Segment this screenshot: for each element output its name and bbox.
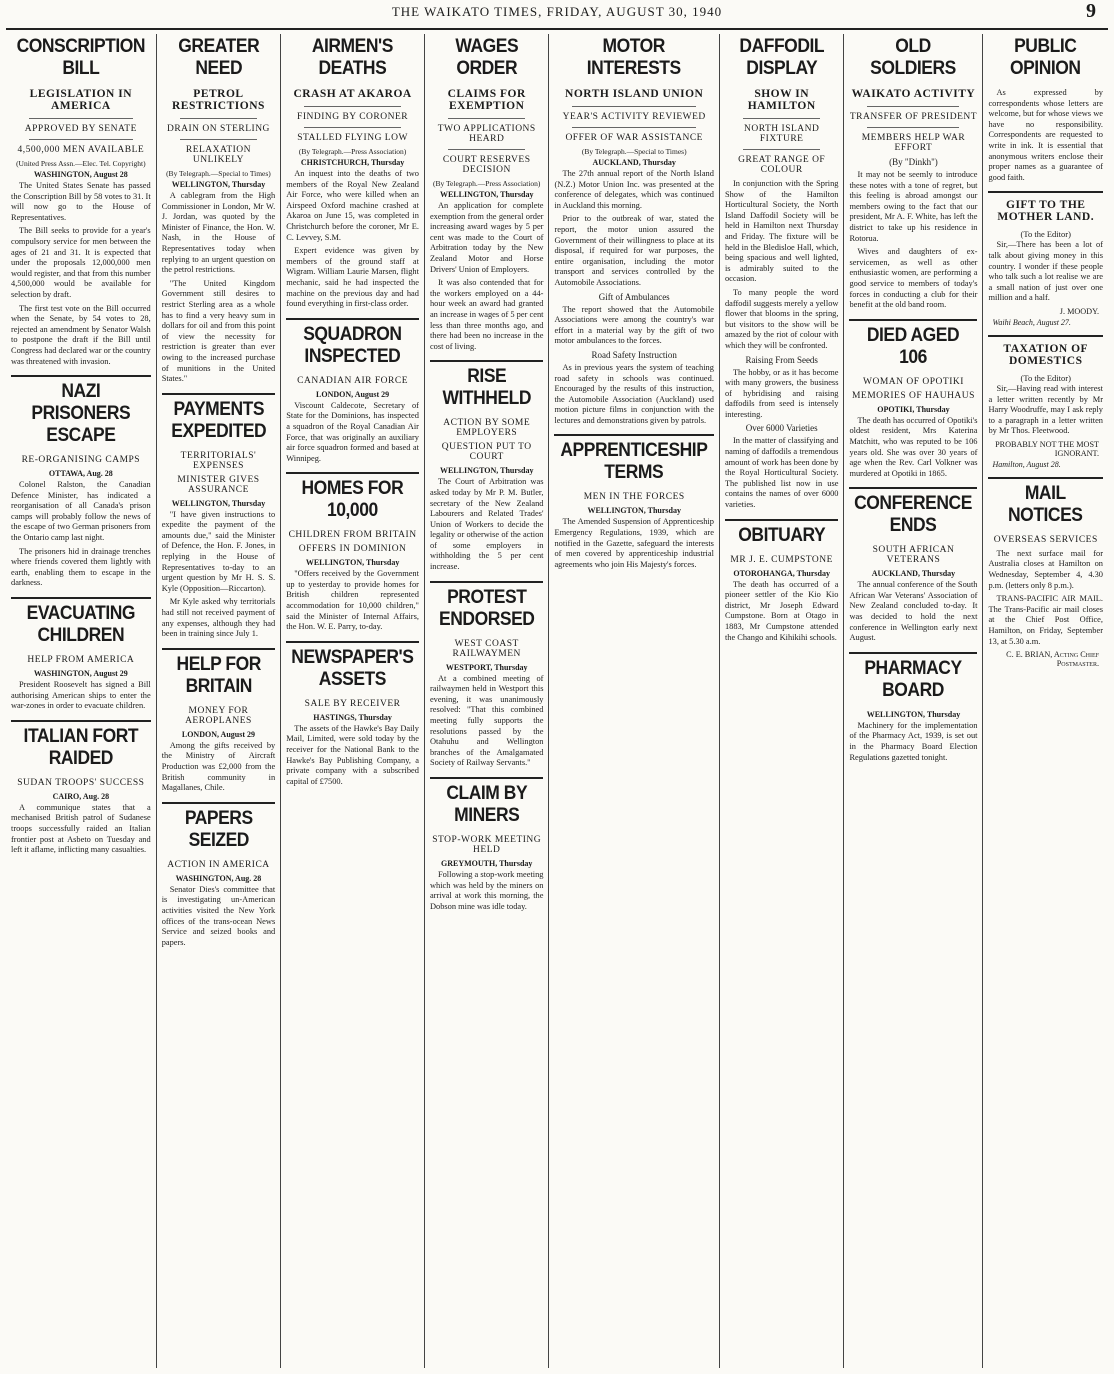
headline: OBITUARY — [738, 524, 826, 546]
deck: MEN IN THE FORCES — [583, 492, 685, 503]
dateline: WASHINGTON, Aug. 28 — [175, 873, 262, 883]
subhead: SHOW IN HAMILTON — [747, 88, 816, 112]
deck: HELP FROM AMERICA — [27, 655, 135, 666]
deck: OFFERS IN DOMINION — [298, 544, 407, 555]
dateline: HASTINGS, Thursday — [313, 712, 392, 722]
paragraph: Expert evidence was given by members of the ground staff at Wigram. William Laurie Marsen, flight mechanic, said he had inspected the machine on the previous day and had found everything in first-class order. — [286, 246, 419, 309]
column-7 — [844, 34, 983, 1368]
section-rule — [430, 360, 544, 362]
section-rule — [11, 597, 151, 599]
dateline: LONDON, August 29 — [316, 389, 390, 399]
paragraph: President Roosevelt has signed a Bill authorising American ships to enter the war-zones in order to evacuate children. — [11, 680, 151, 711]
section-rule — [988, 335, 1103, 337]
paragraph: The Court of Arbitration was asked today by Mr P. M. Butler, secretary of the New Zealand Labourers and Related Trades' Union of Workers to decide the legality or otherwise of the action of some employers in withholding the 5 per cent increase. — [429, 477, 544, 572]
subhead: NORTH ISLAND UNION — [565, 88, 704, 100]
headline: PROTEST ENDORSED — [439, 586, 535, 630]
paragraph: Mr Kyle asked why territorials had still not received payment of any expenses, although they had been in training since July 1. — [161, 597, 276, 639]
dateline: WELLINGTON, Thursday — [171, 498, 266, 508]
paragraph: The prisoners hid in drainage trenches where friends covered them lightly with earth, enabling them to escape in the darkness. — [11, 546, 151, 588]
masthead — [0, 0, 1114, 30]
section-rule — [554, 434, 713, 436]
dateline: WELLINGTON, Thursday — [587, 506, 681, 516]
deck: WEST COAST RAILWAYMEN — [452, 638, 521, 659]
column-3 — [281, 34, 425, 1368]
paragraph: It was also contended that for the workers employed on a 44-hour week an award had granted an increase in wages of 5 per cent less than three months ago, and there had been no increase in the cost of living. — [429, 278, 544, 351]
subhead: PETROL RESTRICTIONS — [171, 88, 265, 112]
deck: MINISTER GIVES ASSURANCE — [177, 474, 260, 495]
paragraph: Following a stop-work meeting which was held by the miners on arrival at work this morning, the Dobson mine was idle today. — [429, 870, 544, 911]
dateline: WELLINGTON, Thursday — [171, 180, 266, 189]
divider — [29, 118, 133, 119]
subheading: Over 6000 Varieties — [745, 423, 818, 434]
paragraph: The death has occurred of a pioneer settler of the Kio Kio district, Mr Joseph Edward Cumpstone. Born at Otago in 1883, Mr Cumpstone attended the Chango and Kihikihi schools. — [724, 579, 839, 642]
deck: SALE BY RECEIVER — [304, 698, 401, 709]
deck: OFFER OF WAR ASSISTANCE — [565, 133, 703, 143]
deck: 4,500,000 MEN AVAILABLE — [17, 145, 145, 155]
paragraph: To many people the word daffodil suggests merely a yellow flower that blooms in the spring, but visitors to the show will be amazed by the riot of colour with which they will be confronted. — [724, 287, 839, 350]
letter-head: (To the Editor) — [1020, 229, 1071, 240]
deck: NORTH ISLAND FIXTURE — [744, 124, 820, 144]
section-rule — [286, 318, 419, 320]
paragraph: A communique states that a mechanised British patrol of Sudanese troops successfully raided an Italian frontier post at Asbeto on Tuesday and left it aflame, inflicting many casualties. — [11, 802, 151, 855]
masthead-title: THE WAIKATO TIMES, FRIDAY, AUGUST 30, 1940 — [391, 4, 723, 19]
section-rule — [725, 519, 839, 521]
headline: MOTOR INTERESTS — [587, 36, 682, 79]
divider — [180, 118, 258, 119]
dateline: WELLINGTON, Thursday — [305, 558, 400, 568]
page-number: 9 — [1086, 0, 1096, 22]
letter-title: GIFT TO THE MOTHER LAND. — [997, 199, 1095, 224]
headline: DIED AGED 106 — [867, 324, 960, 368]
headline: APPRENTICESHIP TERMS — [560, 440, 708, 484]
credit: (By Telegraph.—Press Association) — [432, 179, 541, 188]
deck: MONEY FOR AEROPLANES — [185, 705, 252, 726]
paragraph: Prior to the outbreak of war, stated the report, the motor union assured the Government of their willingness to place at its disposal, if required for war purposes, the entire organisation, including the motor transport and services controlled by the Automobile Associations. — [554, 214, 714, 287]
paragraph: The assets of the Hawke's Bay Daily Mail, Limited, were sold today by the receiver for the National Bank to the Hawke's Bay Publishing Company, a private company with a subscribed capital of £7500. — [286, 723, 419, 786]
dateline: OPOTIKI, Thursday — [877, 404, 950, 414]
headline: CONFERENCE ENDS — [854, 493, 973, 537]
deck: SUDAN TROOPS' SUCCESS — [17, 777, 145, 788]
dateline: CHRISTCHURCH, Thursday — [300, 158, 405, 167]
section-rule — [988, 477, 1103, 479]
deck: FINDING BY CORONER — [297, 112, 409, 122]
paragraph: The Bill seeks to provide for a year's compulsory service for men between the ages of 21 and 31. It is expected that under the proposals 12,000,000 men would register, and that from this number 4,500,000 would be available for selection by draft. — [11, 226, 151, 299]
section-rule — [11, 720, 151, 722]
headline: EVACUATING CHILDREN — [26, 603, 136, 647]
paragraph: The first test vote on the Bill occurred when the Senate, by 54 votes to 28, rejected an amendment by Senator Walsh to postpone the draft if the Bill until Congress had declared war or the country was threatened with invasion. — [11, 303, 151, 366]
dateline: CAIRO, Aug. 28 — [52, 791, 110, 801]
paragraph: A cablegram from the High Commissioner in London, Mr W. J. Jordan, was quoted by the Minister of Finance, the Hon. W. Nash, in the House of Representatives today when replying to an urgent question on the petrol restrictions. — [161, 191, 276, 275]
deck: CANADIAN AIR FORCE — [297, 375, 409, 386]
headline: WAGES ORDER — [455, 36, 519, 79]
signature: J. MOODY. — [1059, 306, 1099, 316]
deck: WOMAN OF OPOTIKI — [863, 376, 964, 387]
paragraph: The next surface mail for Australia closes at Hamilton on Wednesday, September 4, 4.30 p.m. (letters only 8 p.m.). — [988, 548, 1103, 590]
paragraph: "Offers received by the Government up to yesterday to provide homes for British children represented accommodation for 10,000 children," said the Minister of Internal Affairs, the Hon. W. E. Parry, to-day. — [286, 569, 419, 632]
section-rule — [849, 652, 977, 654]
credit: (By Telegraph.—Special to Times) — [166, 169, 271, 178]
paragraph: "I have given instructions to expedite the payment of the amounts due," said the Minister of Defence, the Hon. F. Jones, in replying in the House of Representatives to-day to an urgent question by Mr H. S. S. Kyle (Opposition—Riccarton). — [161, 509, 276, 593]
section-rule — [430, 777, 544, 779]
letter-title: TAXATION OF DOMESTICS — [1003, 342, 1089, 367]
letter-head: (To the Editor) — [1020, 372, 1071, 383]
column-6 — [720, 34, 845, 1368]
paragraph: Wives and daughters of ex-servicemen, as well as other enthusiastic women, are performing a good service to members of today's forces in conducting a club for their benefit at the old band room. — [849, 247, 978, 310]
divider — [29, 139, 133, 140]
headline: AIRMEN'S DEATHS — [312, 36, 394, 79]
headline: NEWSPAPER'S ASSETS — [291, 646, 414, 690]
credit: (United Press Assn.—Elec. Tel. Copyright) — [16, 159, 146, 168]
dateline: LONDON, August 29 — [181, 729, 255, 739]
deck: TRANSFER OF PRESIDENT — [849, 112, 978, 122]
deck: STOP-WORK MEETING HELD — [432, 835, 542, 855]
place-date: Waihi Beach, August 27. — [992, 317, 1071, 327]
divider — [743, 118, 821, 119]
paragraph: An inquest into the deaths of two members of the Royal New Zealand Air Force, who were killed when an Airspeed Oxford machine crashed at Akaroa on June 15, was completed in Christchurch before the coroner, Mr E. C. Levvey, S.M. — [286, 169, 419, 242]
headline: DAFFODIL DISPLAY — [739, 36, 825, 79]
paragraph: Sir,—There has been a lot of talk about giving money in this country. I wonder if these people who talk such a lot realise we are a small nation of just over one million and a half. — [988, 240, 1103, 303]
divider — [304, 127, 401, 128]
divider — [743, 149, 821, 150]
paragraph: "The United Kingdom Government still desires to restrict Sterling area as a whole has to find a very heavy sum in dollars for oil and from this point of view the necessity for restriction is greater than ever owing to the increased purchase of munitions in the United States." — [161, 278, 276, 384]
headline: CONSCRIPTION BILL — [16, 36, 146, 79]
dateline: AUCKLAND, Thursday — [592, 158, 676, 167]
headline: MAIL NOTICES — [1008, 482, 1083, 526]
deck: CHILDREN FROM BRITAIN — [288, 530, 417, 541]
deck: MR J. E. CUMPSTONE — [730, 554, 833, 565]
deck: TERRITORIALS' EXPENSES — [180, 450, 257, 471]
paragraph: The hobby, or as it has become with many growers, the business of hybridising and raising daffodils from seed is intensely interesting. — [724, 367, 839, 419]
deck: MEMORIES OF HAUHAUS — [851, 390, 975, 401]
dateline: WESTPORT, Thursday — [445, 662, 528, 672]
deck: MEMBERS HELP WAR EFFORT — [861, 133, 966, 153]
headline: HELP FOR BRITAIN — [176, 653, 261, 697]
paragraph: TRANS-PACIFIC AIR MAIL. The Trans-Pacific air mail closes at the Chief Post Office, Hamilton, on Friday, September 13, at 5.30 a.m. — [988, 594, 1103, 646]
column-5 — [549, 34, 719, 1368]
credit: (By Telegraph.—Press Association) — [298, 147, 407, 156]
dateline: OTOROHANGA, Thursday — [733, 568, 830, 578]
dateline: AUCKLAND, Thursday — [871, 569, 956, 579]
divider — [867, 127, 959, 128]
signature: C. E. BRIAN, Acting Chief Postmaster. — [1006, 650, 1099, 669]
column-2 — [157, 34, 282, 1368]
headline: HOMES FOR 10,000 — [301, 478, 404, 522]
column-8 — [983, 34, 1108, 1368]
section-rule — [286, 472, 419, 474]
column-1 — [6, 34, 157, 1368]
deck: ACTION BY SOME EMPLOYERS — [443, 418, 531, 439]
subhead: LEGISLATION IN AMERICA — [29, 88, 133, 112]
columns — [6, 34, 1108, 1368]
paragraph: The death has occurred of Opotiki's oldest resident, Mrs Katerina Matchitt, who was reputed to be 106 years old. She was over 30 years of age when the Rev. Carl Volkner was murdered at Opotiki in 1865. — [849, 415, 978, 478]
dateline: OTTAWA, Aug. 28 — [48, 469, 113, 479]
section-rule — [11, 375, 151, 377]
headline: PAPERS SEIZED — [184, 807, 253, 851]
deck: RELAXATION UNLIKELY — [185, 145, 252, 165]
deck: RE-ORGANISING CAMPS — [21, 455, 141, 466]
paragraph: Senator Dies's committee that is investigating un-American activities visited the New York offices of the trans-ocean News Service and seized books and papers. — [161, 884, 276, 947]
deck: GREAT RANGE OF COLOUR — [738, 155, 826, 175]
divider — [572, 127, 695, 128]
paragraph: The 27th annual report of the North Island (N.Z.) Motor Union Inc. was presented at the conference of delegates, which was continued in Auckland this morning. — [554, 169, 714, 210]
deck: APPROVED BY SENATE — [24, 124, 137, 134]
dateline: WASHINGTON, August 28 — [33, 170, 128, 179]
subheading: Raising From Seeds — [745, 354, 818, 365]
dateline: WASHINGTON, August 29 — [33, 669, 128, 679]
headline: OLD SOLDIERS — [870, 36, 957, 79]
byline: (By "Dinkh") — [889, 157, 938, 167]
paragraph: As expressed by correspondents whose letters are welcome, but for whose views we have no responsibility. Correspondents are requested to write in ink. It is essential that anonymous writers enclose their proper names as a guarantee of good faith. — [988, 88, 1103, 182]
divider — [448, 149, 526, 150]
divider — [867, 106, 959, 107]
divider — [180, 139, 258, 140]
deck: QUESTION PUT TO COURT — [441, 442, 532, 463]
paragraph: At a combined meeting of railwaymen held in Westport this evening, it was unanimously resolved: "That this combined meeting fully supports the resolutions passed by the Otahuhu and Wellington branches of the Amalgamated Society of Railway Servants." — [429, 673, 544, 768]
subheading: Gift of Ambulances — [598, 291, 670, 302]
deck: COURT RESERVES DECISION — [442, 155, 531, 175]
section-rule — [162, 648, 276, 650]
paragraph: It may not be seemly to introduce these notes with a tone of regret, but this feeling is abroad amongst our members owing to the fact that our president, Mr A. F. White, has left the district to take up his residence in Rotorua. — [849, 170, 978, 243]
subheading: Road Safety Instruction — [591, 349, 677, 360]
section-rule — [286, 641, 419, 643]
section-rule — [849, 487, 977, 489]
paragraph: The United States Senate has passed the Conscription Bill by 58 votes to 31. It will now go to the House of Representatives. — [11, 181, 151, 222]
masthead-rule — [6, 28, 1108, 30]
deck: SOUTH AFRICAN VETERANS — [872, 545, 955, 566]
deck: TWO APPLICATIONS HEARD — [437, 124, 536, 144]
deck: YEAR'S ACTIVITY REVIEWED — [562, 112, 706, 122]
divider — [572, 106, 695, 107]
subhead: CLAIMS FOR EXEMPTION — [447, 88, 526, 112]
signature: PROBABLY NOT THE MOST IGNORANT. — [995, 439, 1099, 458]
deck: OVERSEAS SERVICES — [993, 534, 1098, 545]
paragraph: The report showed that the Automobile Associations were among the country's war effort in a material way by the gift of two motor ambulances to the forces. — [554, 304, 714, 346]
headline: CLAIM BY MINERS — [446, 783, 528, 826]
deck: ACTION IN AMERICA — [167, 859, 270, 870]
headline: ITALIAN FORT RAIDED — [23, 725, 139, 769]
paragraph: Sir,—Having read with interest a letter written recently by Mr Harry Woodruffe, may I ask reply to a paragraph in a letter written by Mr Thos. Fleetwood. — [988, 383, 1103, 436]
dateline: GREYMOUTH, Thursday — [440, 859, 533, 868]
section-rule — [849, 319, 977, 321]
paragraph: An application for complete exemption from the general order increasing award wages by 5 per cent was made to the Court of Arbitration today by the New Zealand Motor and Horse Drivers' Union of Employers. — [429, 201, 544, 274]
dateline: WELLINGTON, Thursday — [439, 190, 534, 199]
credit: (By Telegraph.—Special to Times) — [581, 147, 687, 156]
dateline: WELLINGTON, Thursday — [866, 709, 961, 719]
dateline: WELLINGTON, Thursday — [439, 466, 534, 476]
headline: RISE WITHHELD — [442, 366, 531, 410]
section-rule — [988, 191, 1103, 193]
divider — [448, 118, 526, 119]
section-rule — [162, 393, 276, 395]
headline: GREATER NEED — [177, 36, 259, 79]
paragraph: Machinery for the implementation of the Pharmacy Act, 1939, is set out in the Pharmacy Board Election Regulations gazetted tonight. — [849, 720, 978, 762]
headline: PAYMENTS EXPEDITED — [170, 398, 266, 442]
headline: SQUADRON INSPECTED — [303, 323, 402, 367]
headline: PHARMACY BOARD — [864, 657, 963, 701]
section-rule — [430, 581, 544, 583]
headline: PUBLIC OPINION — [1010, 36, 1082, 79]
section-rule — [162, 802, 276, 804]
paragraph: In conjunction with the Spring Show of the Hamilton Horticultural Society, the North Island Daffodil Society will be held in Hamilton next Thursday and Friday. The fixture will be held in the Bledisloe Hall, which, being spacious and well lighted, is admirably suited to the occasion. — [724, 179, 839, 284]
place-date: Hamilton, August 28. — [992, 459, 1061, 469]
divider — [304, 106, 401, 107]
paragraph: Viscount Caldecote, Secretary of State for the Dominions, has inspected a squadron of the Royal Canadian Air Force, that was originally an auxiliary air force squadron formed and based at Winnipeg. — [286, 400, 419, 463]
paragraph: As in previous years the system of teaching road safety in schools was continued. Encouraged by the results of this instruction, the Automobile Association (Auckland) used motion picture films in conjunction with the lectures and demonstrations given by patrols. — [554, 362, 714, 425]
paragraph: In the matter of classifying and naming of daffodils a tremendous amount of work has been done by the Royal Horticultural Society. The published list now in use contains the names of over 6000 varieties. — [724, 436, 839, 510]
subhead: CRASH AT AKAROA — [293, 88, 412, 100]
subhead: WAIKATO ACTIVITY — [851, 88, 976, 100]
paragraph: The Amended Suspension of Apprenticeship Emergency Regulations, 1939, which are notified in the Gazette, safeguard the interests of men covered by apprenticeship industrial agreements who join His Majesty's forces. — [554, 517, 714, 569]
headline: NAZI PRISONERS ESCAPE — [31, 381, 131, 447]
deck: DRAIN ON STERLING — [166, 124, 270, 134]
column-4 — [425, 34, 550, 1368]
paragraph: The annual conference of the South African War Veterans' Association of New Zealand concluded to-day. It was decided to hold the next conference in Wellington early next August. — [849, 580, 978, 643]
deck: STALLED FLYING LOW — [297, 133, 408, 143]
paragraph: Colonel Ralston, the Canadian Defence Minister, has indicated a reorganisation of all Canada's prison camps will probably follow the news of the escape of two German prisoners from the Ontario camp last night. — [11, 480, 151, 543]
paragraph: Among the gifts received by the Ministry of Aircraft Production was £2,000 from the British community in Magallanes, Chile. — [161, 740, 276, 793]
